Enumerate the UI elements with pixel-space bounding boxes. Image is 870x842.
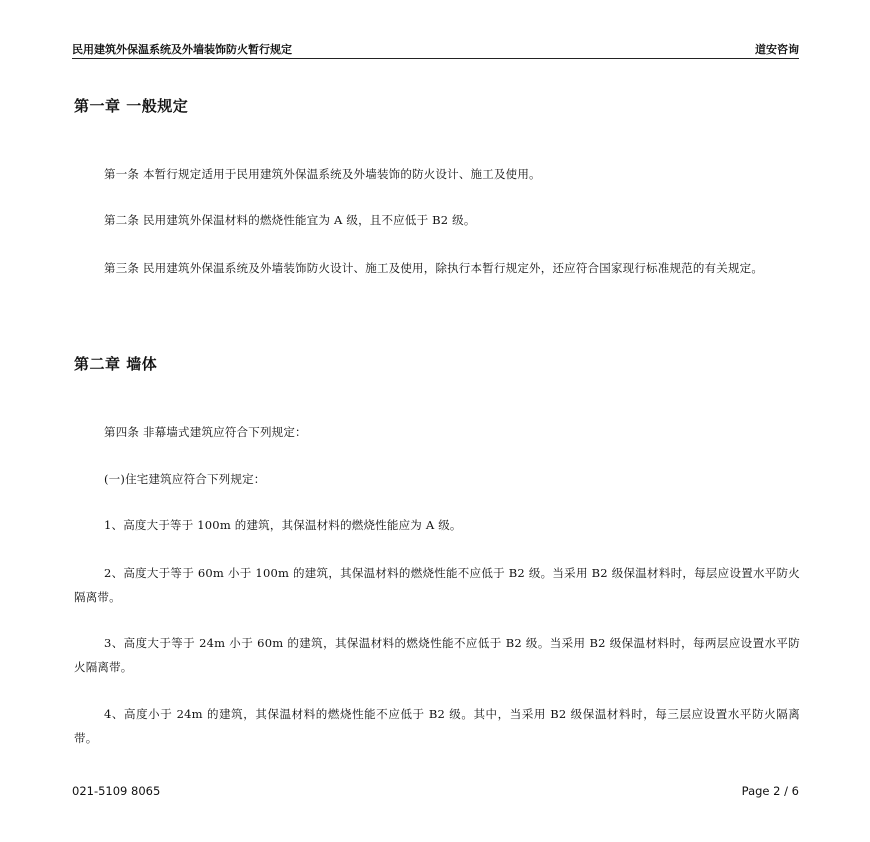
article-2: 第二条 民用建筑外保温材料的燃烧性能宜为 A 级，且不应低于 B2 级。 — [104, 213, 476, 227]
page-header — [72, 40, 799, 59]
chapter-2-heading: 第二章 墙体 — [74, 355, 158, 373]
clause-item-3: 3、高度大于等于 24m 小于 60m 的建筑，其保温材料的燃烧性能不应低于 B2 级。当采用 B2 级保温材料时，每两层应设置水平防火隔离带。 — [74, 636, 800, 674]
clause-item-1: 1、高度大于等于 100m 的建筑，其保温材料的燃烧性能应为 A 级。 — [104, 518, 462, 532]
article-4: 第四条 非幕墙式建筑应符合下列规定： — [104, 425, 307, 439]
clause-item-4: 4、高度小于 24m 的建筑，其保温材料的燃烧性能不应低于 B2 级。其中，当采用 B2 级保温材料时，每三层应设置水平防火隔离带。 — [74, 707, 800, 745]
clause-item-2: 2、高度大于等于 60m 小于 100m 的建筑，其保温材料的燃烧性能不应低于 B2 级。当采用 B2 级保温材料时，每层应设置水平防火隔离带。 — [74, 566, 800, 604]
residential-clause: (一)住宅建筑应符合下列规定： — [104, 472, 266, 486]
article-3: 第三条 民用建筑外保温系统及外墙装饰防火设计、施工及使用，除执行本暂行规定外，还应符合国家现行标准规范的有关规定。 — [104, 261, 764, 275]
article-1: 第一条 本暂行规定适用于民用建筑外保温系统及外墙装饰的防火设计、施工及使用。 — [104, 167, 541, 181]
footer-phone: 021-5109 8065 — [72, 784, 161, 798]
header-company: 道安咨询 — [755, 43, 799, 56]
header-title: 民用建筑外保温系统及外墙装饰防火暂行规定 — [72, 43, 292, 56]
page-footer — [72, 784, 799, 802]
footer-page-number: Page 2 / 6 — [741, 784, 799, 798]
chapter-1-heading: 第一章 一般规定 — [74, 97, 189, 115]
